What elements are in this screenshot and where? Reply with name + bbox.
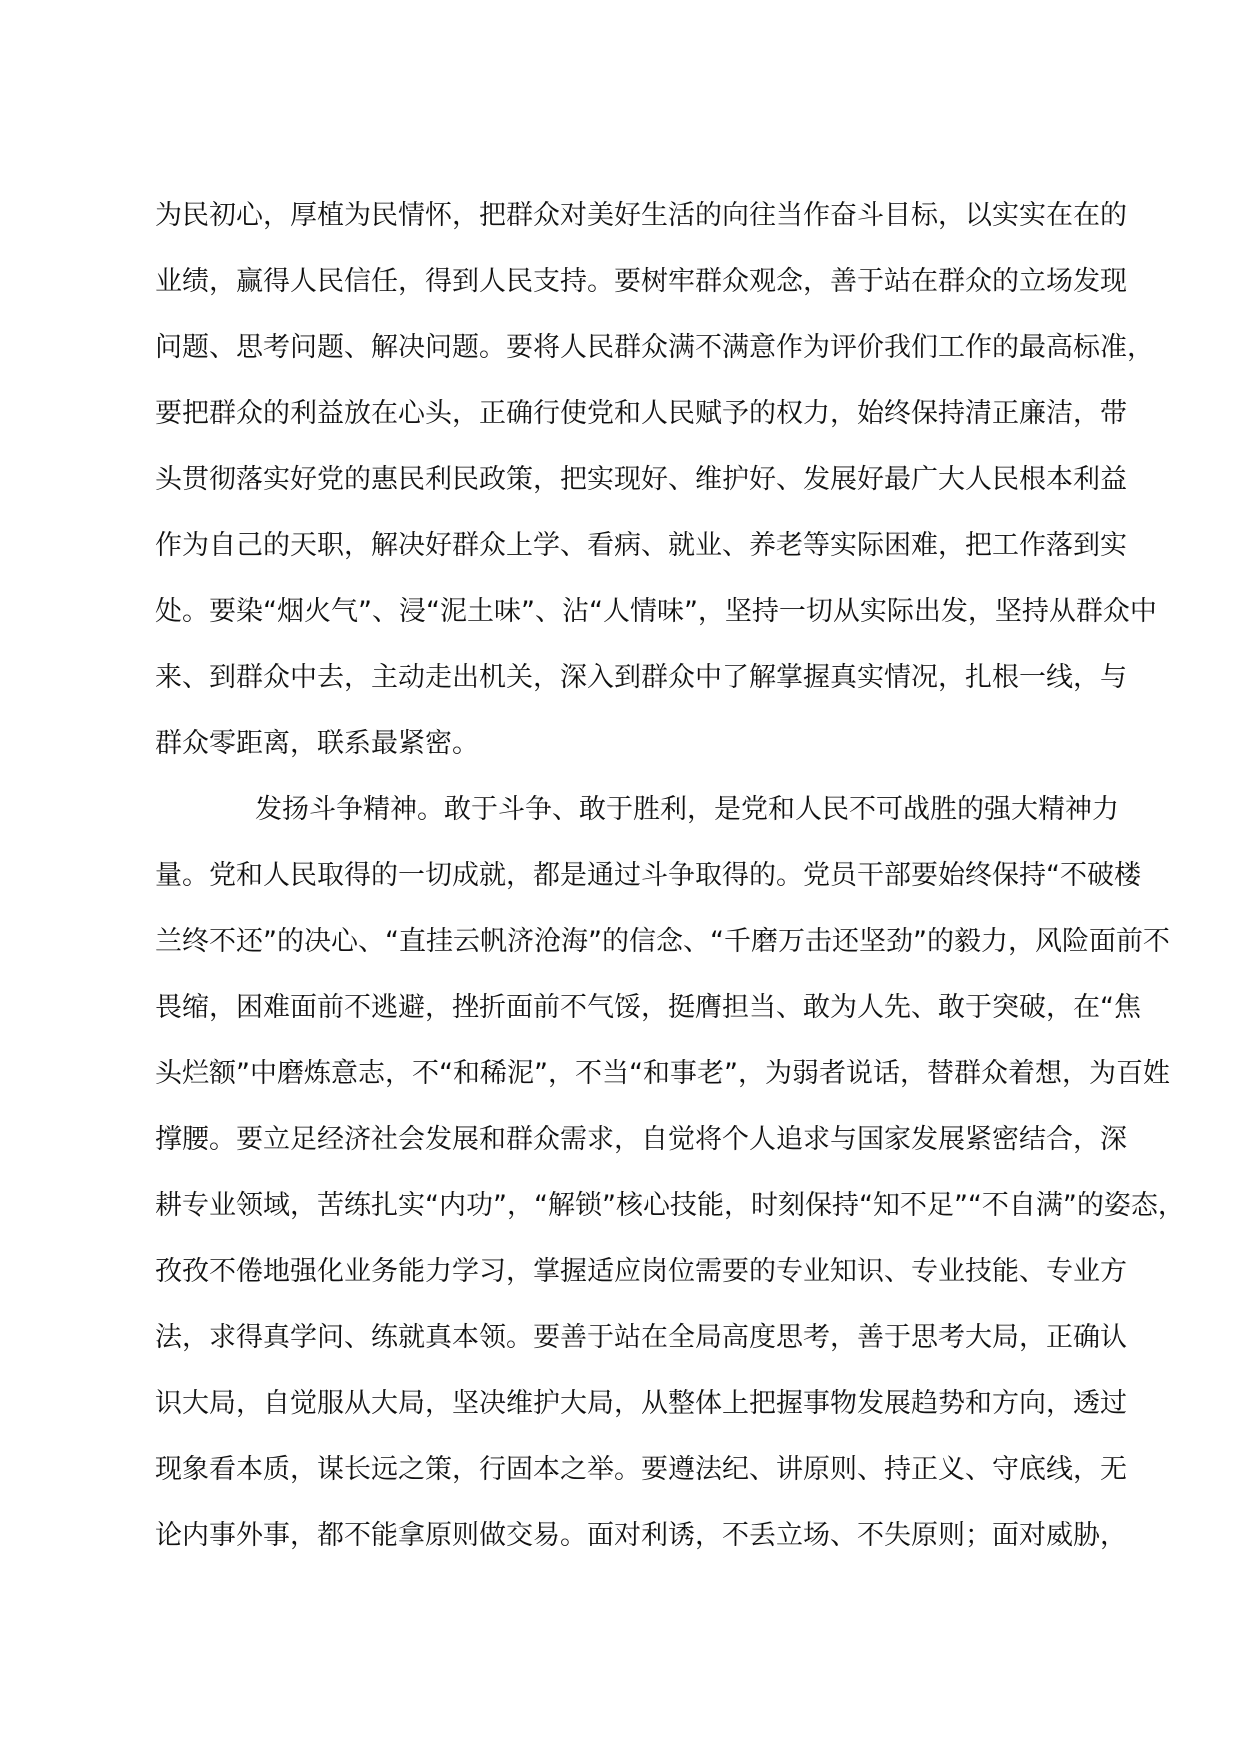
text-line: 现象看本质，谋长远之策，行固本之举。要遵法纪、讲原则、持正义、守底线，无 <box>155 1454 1127 1485</box>
text-line: 量。党和人民取得的一切成就，都是通过斗争取得的。党员干部要始终保持“不破楼 <box>155 860 1141 891</box>
text-line: 来、到群众中去，主动走出机关，深入到群众中了解掌握真实情况，扎根一线，与 <box>155 662 1127 693</box>
text-line: 为民初心，厚植为民情怀，把群众对美好生活的向往当作奋斗目标，以实实在在的 <box>155 200 1127 231</box>
text-line: 撑腰。要立足经济社会发展和群众需求，自觉将个人追求与国家发展紧密结合，深 <box>155 1124 1127 1155</box>
text-line: 畏缩，困难面前不逃避，挫折面前不气馁，挺膺担当、敢为人先、敢于突破，在“焦 <box>155 992 1141 1023</box>
text-line: 问题、思考问题、解决问题。要将人民群众满不满意作为评价我们工作的最高标准， <box>155 332 1154 363</box>
text-line: 作为自己的天职，解决好群众上学、看病、就业、养老等实际困难，把工作落到实 <box>155 530 1127 561</box>
text-line: 群众零距离，联系最紧密。 <box>155 728 479 759</box>
text-line: 孜孜不倦地强化业务能力学习，掌握适应岗位需要的专业知识、专业技能、专业方 <box>155 1256 1127 1287</box>
text-line: 要把群众的利益放在心头，正确行使党和人民赋予的权力，始终保持清正廉洁，带 <box>155 398 1127 429</box>
text-line: 兰终不还”的决心、“直挂云帆济沧海”的信念、“千磨万击还坚劲”的毅力，风险面前不 <box>155 926 1170 957</box>
text-line: 论内事外事，都不能拿原则做交易。面对利诱，不丢立场、不失原则；面对威胁， <box>155 1520 1127 1551</box>
paragraph-1 <box>155 183 1157 777</box>
text-line: 头贯彻落实好党的惠民利民政策，把实现好、维护好、发展好最广大人民根本利益 <box>155 464 1127 495</box>
text-line: 业绩，赢得人民信任，得到人民支持。要树牢群众观念，善于站在群众的立场发现 <box>155 266 1127 297</box>
text-line: 识大局，自觉服从大局，坚决维护大局，从整体上把握事物发展趋势和方向，透过 <box>155 1388 1127 1419</box>
paragraph-2 <box>155 777 1185 1569</box>
text-line: 耕专业领域，苦练扎实“内功”，“解锁”核心技能，时刻保持“知不足”“不自满”的姿态， <box>155 1190 1185 1221</box>
text-line: 处。要染“烟火气”、浸“泥土味”、沾“人情味”，坚持一切从实际出发，坚持从群众中 <box>155 596 1157 627</box>
text-line: 法，求得真学问、练就真本领。要善于站在全局高度思考，善于思考大局，正确认 <box>155 1322 1127 1353</box>
text-line: 头烂额”中磨炼意志，不“和稀泥”，不当“和事老”，为弱者说话，替群众着想，为百姓 <box>155 1058 1170 1089</box>
text-line: 发扬斗争精神。敢于斗争、敢于胜利，是党和人民不可战胜的强大精神力 <box>255 794 1119 825</box>
body-text <box>155 183 1185 1569</box>
